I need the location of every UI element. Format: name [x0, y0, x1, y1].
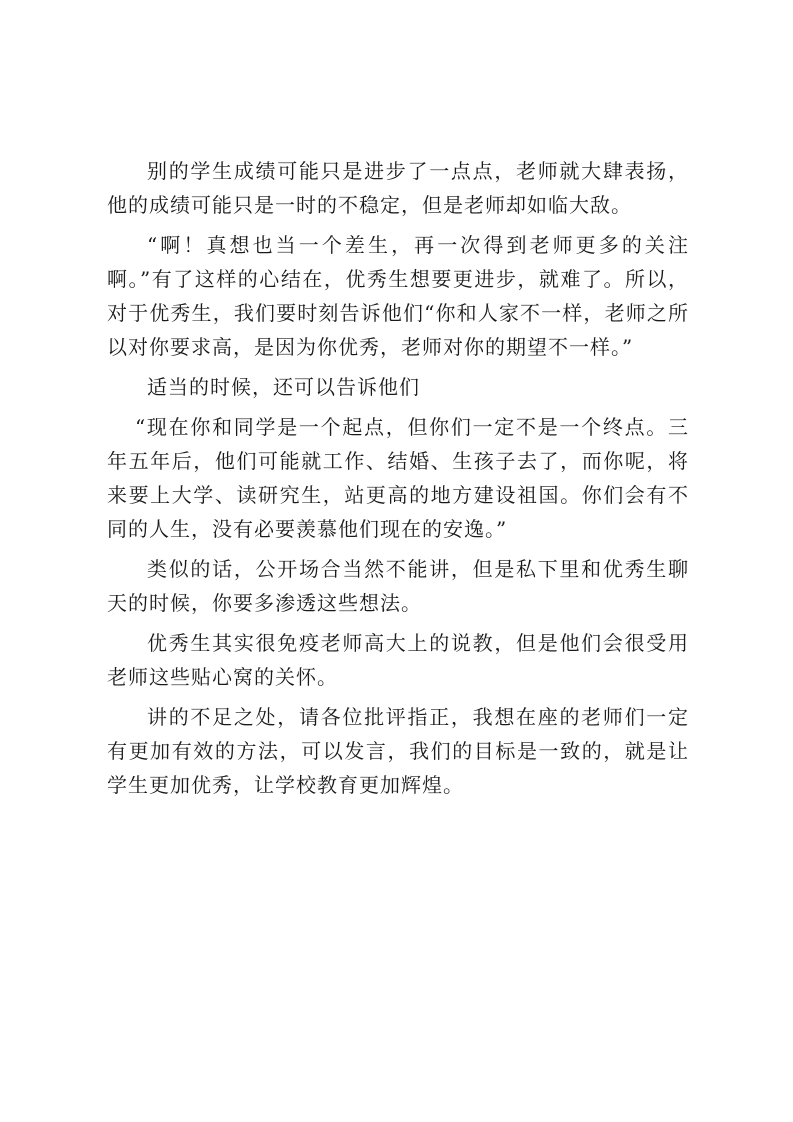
paragraph-3: 适当的时候，还可以告诉他们 [147, 375, 420, 399]
paragraph-1: 别的学生成绩可能只是进步了一点点，老师就大肆表扬，他的成绩可能只是一时的不稳定，但是老师却如临大敌。 [107, 159, 689, 217]
document-body [107, 154, 689, 808]
paragraph-2: “啊！真想也当一个差生，再一次得到老师更多的关注啊。”有了这样的心结在，优秀生想要更进步，就难了。所以，对于优秀生，我们要时刻告诉他们“你和人家不一样，老师之所以对你要求高，是因为你优秀，老师对你的期望不一样。” [107, 233, 689, 359]
paragraph-5: 类似的话，公开场合当然不能讲，但是私下里和优秀生聊天的时候，你要多渗透这些想法。 [107, 557, 689, 615]
paragraph-4-quote: “现在你和同学是一个起点，但你们一定不是一个终点。三年五年后，他们可能就工作、结婚、生孩子去了，而你呢，将来要上大学、读研究生，站更高的地方建设祖国。你们会有不同的人生，没有必要羡慕他们现在的安逸。” [107, 415, 689, 541]
paragraph-6: 优秀生其实很免疫老师高大上的说教，但是他们会很受用老师这些贴心窝的关怀。 [107, 631, 689, 689]
paragraph-7: 讲的不足之处，请各位批评指正，我想在座的老师们一定有更加有效的方法，可以发言，我们的目标是一致的，就是让学生更加优秀，让学校教育更加辉煌。 [107, 705, 689, 797]
